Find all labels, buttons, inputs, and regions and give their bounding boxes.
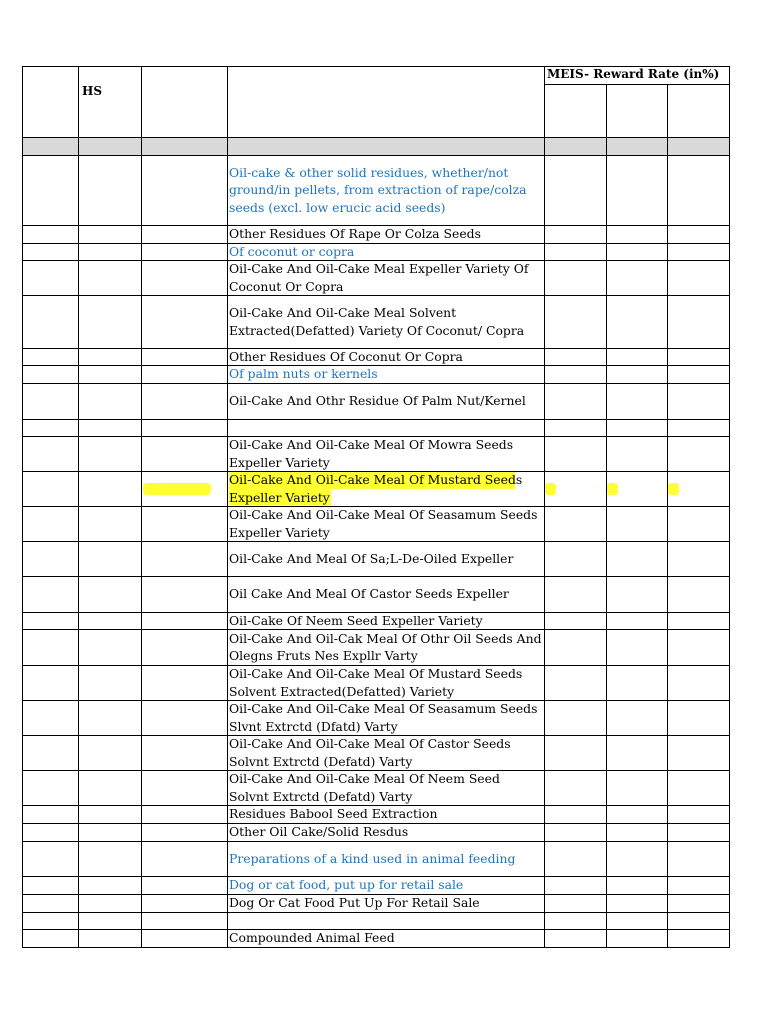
table-row bbox=[229, 383, 543, 419]
row-divider bbox=[22, 348, 730, 349]
column-divider bbox=[729, 66, 730, 948]
category-row bbox=[229, 841, 543, 876]
row-divider bbox=[22, 260, 730, 261]
row-description: Oil-Cake And Othr Residue Of Palm Nut/Kernel bbox=[229, 393, 526, 409]
table-row bbox=[229, 260, 543, 295]
shaded-band bbox=[22, 137, 729, 155]
table-row bbox=[229, 823, 543, 841]
row-description: Dog or cat food, put up for retail sale bbox=[229, 877, 464, 893]
table-row bbox=[229, 295, 543, 348]
row-divider bbox=[22, 295, 730, 296]
table-row bbox=[229, 348, 543, 365]
category-row bbox=[229, 365, 543, 383]
table-row bbox=[229, 805, 543, 823]
meis-header-divider bbox=[544, 84, 730, 85]
hs-column-header: HS bbox=[82, 84, 103, 98]
table-top-border bbox=[22, 66, 730, 67]
category-row bbox=[229, 243, 543, 260]
row-divider bbox=[22, 947, 730, 948]
row-description: Oil-Cake And Oil-Cak Meal Of Othr Oil Seeds And Olegns Fruts Nes Expllr Varty bbox=[229, 630, 542, 663]
row-divider bbox=[22, 841, 730, 842]
column-divider bbox=[227, 66, 228, 948]
table-row bbox=[229, 894, 543, 912]
table-row bbox=[229, 436, 543, 471]
highlight-hs-cell bbox=[143, 483, 211, 495]
row-divider bbox=[22, 629, 730, 630]
row-divider bbox=[22, 612, 730, 613]
table-row bbox=[229, 576, 543, 612]
table-row bbox=[229, 929, 543, 947]
row-divider bbox=[22, 365, 730, 366]
highlight-rate-cell-1 bbox=[545, 483, 556, 495]
row-divider bbox=[22, 894, 730, 895]
table-row bbox=[229, 612, 543, 629]
row-description: Other Residues Of Rape Or Colza Seeds bbox=[229, 226, 481, 242]
row-description: Other Oil Cake/Solid Resdus bbox=[229, 824, 409, 840]
row-divider bbox=[22, 700, 730, 701]
table-row bbox=[229, 419, 543, 436]
row-divider bbox=[22, 243, 730, 244]
table-row bbox=[229, 629, 543, 665]
row-divider bbox=[22, 823, 730, 824]
row-divider bbox=[22, 929, 730, 930]
row-divider bbox=[22, 541, 730, 542]
highlight-rate-cell-2 bbox=[607, 483, 618, 495]
row-divider bbox=[22, 876, 730, 877]
row-divider bbox=[22, 225, 730, 226]
row-divider bbox=[22, 137, 730, 138]
highlight-rate-cell-3 bbox=[668, 483, 679, 495]
row-divider bbox=[22, 383, 730, 384]
row-divider bbox=[22, 665, 730, 666]
category-row bbox=[229, 876, 543, 894]
row-description: Of coconut or copra bbox=[229, 243, 355, 259]
column-divider bbox=[22, 66, 23, 948]
table-row bbox=[229, 471, 543, 506]
column-divider bbox=[78, 66, 79, 948]
meis-reward-rate-header: MEIS- Reward Rate (in%) bbox=[547, 67, 720, 81]
row-divider bbox=[22, 436, 730, 437]
table-row bbox=[229, 541, 543, 576]
row-description: Compounded Animal Feed bbox=[229, 930, 395, 946]
table-row bbox=[229, 770, 543, 805]
row-description: Dog Or Cat Food Put Up For Retail Sale bbox=[229, 895, 480, 911]
row-description: Oil-Cake And Oil-Cake Meal Of Seasamum Seeds Slvnt Extrctd (Dfatd) Varty bbox=[229, 701, 538, 734]
row-divider bbox=[22, 912, 730, 913]
table-row bbox=[229, 700, 543, 735]
row-description: Oil-Cake And Oil-Cake Meal Of Castor Seeds Solvnt Extrctd (Defatd) Varty bbox=[229, 736, 511, 769]
table-row bbox=[229, 912, 543, 929]
category-row bbox=[229, 155, 543, 225]
row-description: Oil-cake & other solid residues, whether/not ground/in pellets, from extraction of rape/colza seeds (excl. low erucic acid seeds) bbox=[229, 164, 527, 215]
table-row bbox=[229, 225, 543, 243]
row-description: Oil-Cake And Oil-Cake Meal Of Seasamum Seeds Expeller Variety bbox=[229, 507, 538, 540]
row-description: Oil-Cake And Meal Of Sa;L-De-Oiled Expeller bbox=[229, 550, 514, 566]
table-row bbox=[229, 506, 543, 541]
row-divider bbox=[22, 506, 730, 507]
column-divider bbox=[141, 66, 142, 948]
row-description: Preparations of a kind used in animal feeding bbox=[229, 850, 516, 866]
row-description: Residues Babool Seed Extraction bbox=[229, 806, 438, 822]
row-description: Other Residues Of Coconut Or Copra bbox=[229, 348, 463, 364]
row-divider bbox=[22, 155, 730, 156]
table-row bbox=[229, 665, 543, 700]
row-divider bbox=[22, 576, 730, 577]
row-divider bbox=[22, 770, 730, 771]
column-divider bbox=[606, 84, 607, 948]
row-description: Oil-Cake And Oil-Cake Meal Of Mustard Seeds Expeller Variety bbox=[229, 472, 523, 505]
row-description: Oil-Cake Of Neem Seed Expeller Variety bbox=[229, 612, 483, 628]
row-description: Oil-Cake And Oil-Cake Meal Solvent Extracted(Defatted) Variety Of Coconut/ Copra bbox=[229, 305, 525, 338]
column-divider bbox=[544, 66, 545, 948]
row-description: Oil Cake And Meal Of Castor Seeds Expeller bbox=[229, 586, 509, 602]
row-divider bbox=[22, 471, 730, 472]
row-divider bbox=[22, 735, 730, 736]
row-description: Oil-Cake And Oil-Cake Meal Of Mowra Seeds Expeller Variety bbox=[229, 437, 514, 470]
row-description: Oil-Cake And Oil-Cake Meal Of Mustard Seeds Solvent Extracted(Defatted) Variety bbox=[229, 666, 523, 699]
row-divider bbox=[22, 805, 730, 806]
row-description: Oil-Cake And Oil-Cake Meal Expeller Variety Of Coconut Or Copra bbox=[229, 261, 529, 294]
column-divider bbox=[667, 84, 668, 948]
row-divider bbox=[22, 419, 730, 420]
row-description: Of palm nuts or kernels bbox=[229, 366, 378, 382]
table-row bbox=[229, 735, 543, 770]
row-description: Oil-Cake And Oil-Cake Meal Of Neem Seed Solvnt Extrctd (Defatd) Varty bbox=[229, 771, 500, 804]
